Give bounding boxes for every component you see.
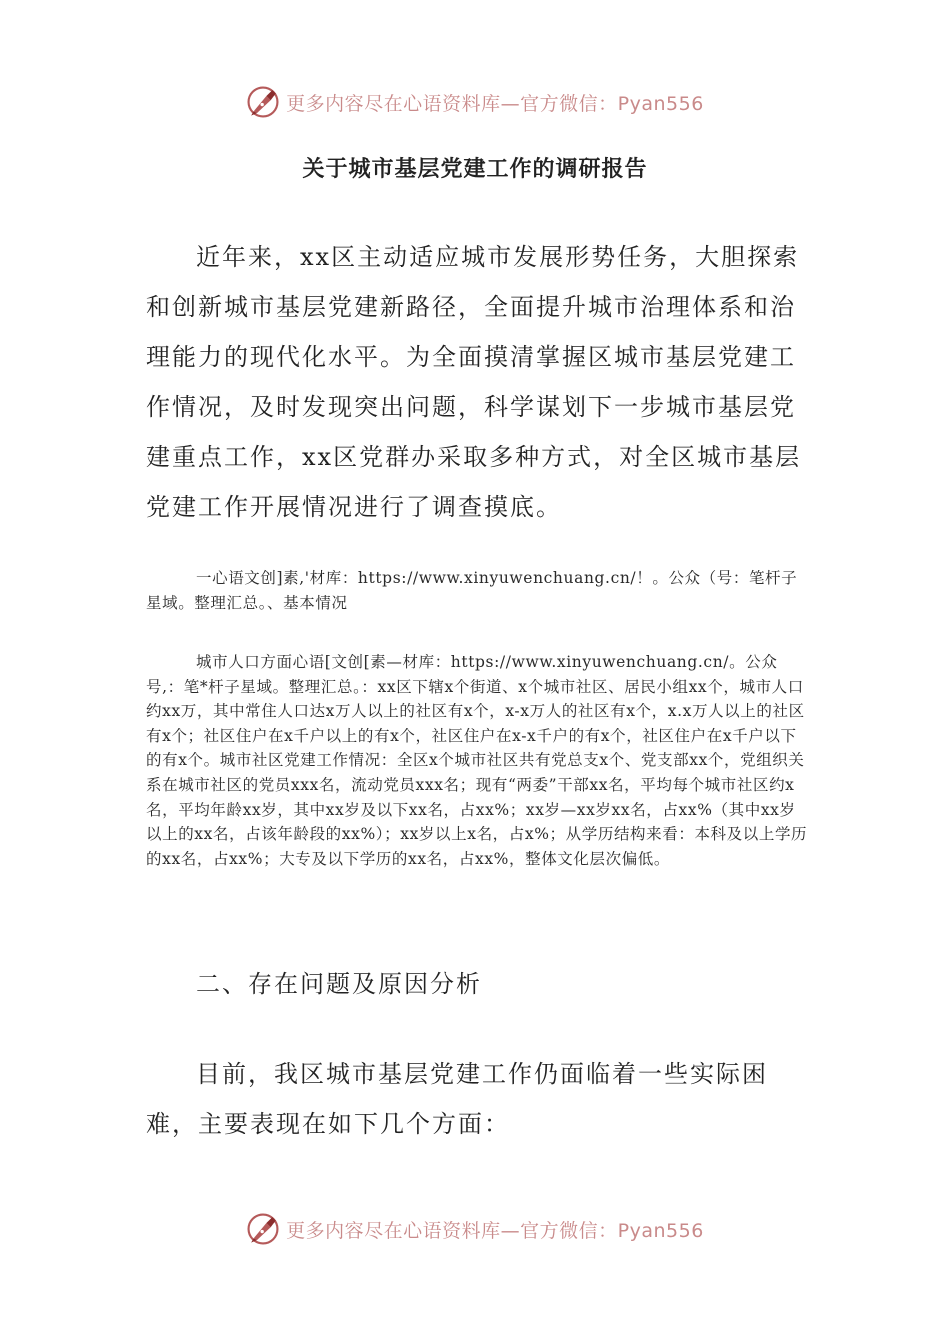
section-2-paragraph: 目前，我区城市基层党建工作仍面临着一些实际困难，主要表现在如下几个方面： <box>146 1060 768 1138</box>
document-title: 关于城市基层党建工作的调研报告 <box>302 156 648 182</box>
pen-nib-logo-icon <box>246 85 280 119</box>
section-1-body: 城市人口方面心语[文创[素—材库：https://www.xinyuwenchuang.cn/。公众号,：笔*杆子星域。整理汇总。：xx区下辖x个街道、x个城市社区、居民小组xx个，城市人口约xx万，其中常住人口达x万人以上的社区有x个，x-x万人的社区有x个，x.x万人以上的社区有x个；社区住户在x千户以上的有x个，社区住户在x-x千户的有x个，社区住户在x千户以下的有x个。城市社区党建工作情况：全区x个城市社区共有党总支x个、党支部xx个，党组织关系在城市社区的党员xxx名，流动党员xxx名；现有“两委”干部xx名，平均每个城市社区约x名，平均年龄xx岁，其中xx岁及以下xx名，占xx%；xx岁—xx岁xx名，占xx%（其中xx岁以上的xx名，占该年龄段的xx%）；xx岁以上x名，占x%；从学历结构来看：本科及以上学历的xx名，占xx%；大专及以下学历的xx名，占xx%，整体文化层次偏低。 <box>146 653 808 868</box>
footer-banner <box>0 1207 950 1251</box>
intro-paragraph: 近年来，xx区主动适应城市发展形势任务，大胆探索和创新城市基层党建新路径，全面提升城市治理体系和治理能力的现代化水平。为全面摸清掌握区城市基层党建工作情况，及时发现突出问题，科学谋划下一步城市基层党建重点工作，xx区党群办采取多种方式，对全区城市基层党建工作开展情况进行了调查摸底。 <box>146 243 802 521</box>
header-banner <box>0 80 950 124</box>
section-2-heading: 二、存在问题及原因分析 <box>196 970 482 998</box>
section-1-heading-line: 一心语文创]素,'材库：https://www.xinyuwenchuang.cn/！。公众（号：笔杆子星域。整理汇总。、基本情况 <box>146 569 798 612</box>
banner-text: 更多内容尽在心语资料库—官方微信：Pyan556 <box>286 1219 704 1242</box>
banner-text: 更多内容尽在心语资料库—官方微信：Pyan556 <box>286 92 704 115</box>
pen-nib-logo-icon <box>246 1212 280 1246</box>
